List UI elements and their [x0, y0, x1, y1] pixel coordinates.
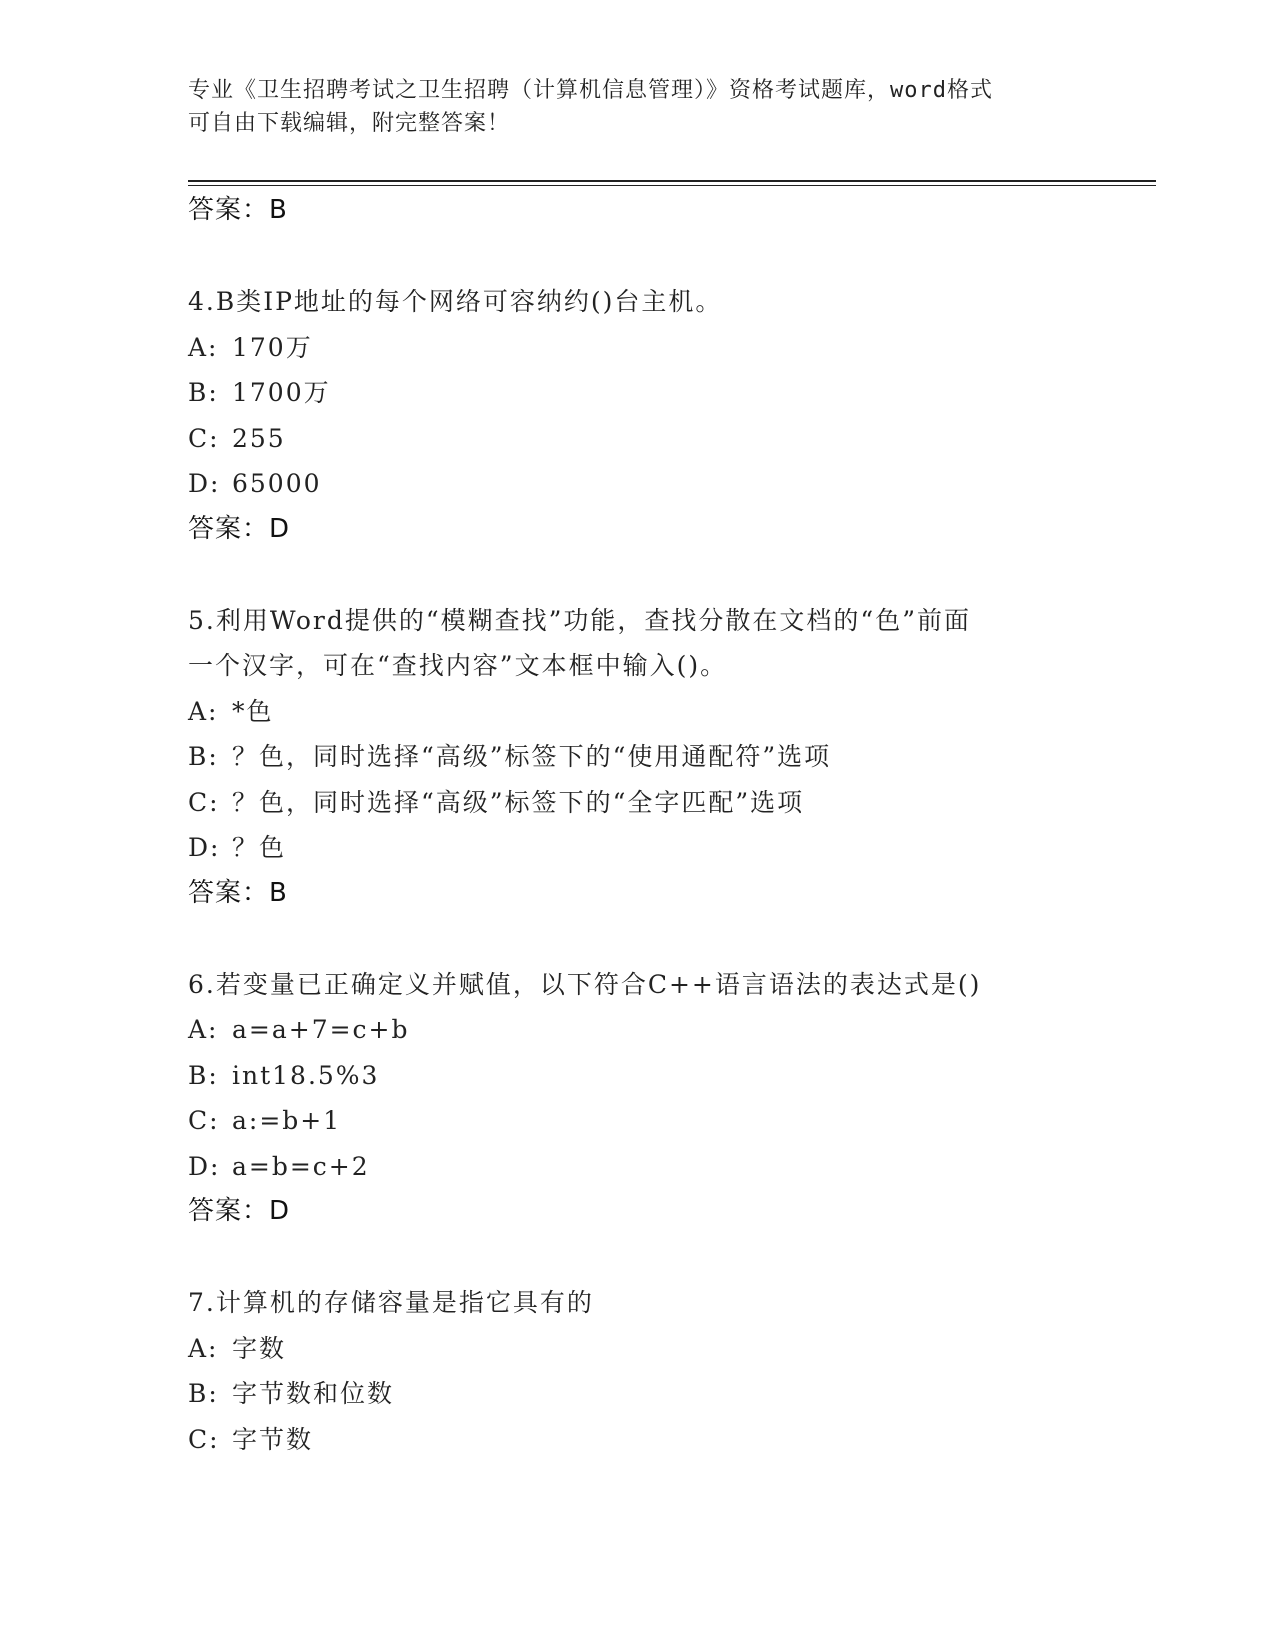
question-7-option-a	[188, 1326, 1088, 1372]
option-key: D:	[188, 1151, 221, 1181]
document-header	[188, 74, 1088, 140]
option-key: B:	[188, 378, 219, 407]
question-6-option-d	[188, 1144, 1088, 1190]
option-key: C:	[188, 1106, 220, 1135]
option-text: 65000	[232, 469, 322, 498]
question-7-stem: 7.计算机的存储容量是指它具有的	[188, 1288, 594, 1317]
question-5-stem-line-1: 5.利用Word提供的“模糊查找”功能，查找分散在文档的“色”前面	[188, 605, 971, 635]
option-key: B:	[188, 1379, 219, 1408]
option-key: C:	[188, 1424, 220, 1454]
question-4-stem: 4.B类IP地址的每个网络可容纳约()台主机。	[188, 287, 723, 316]
question-4-option-a	[188, 325, 1088, 371]
header-line-1: 专业《卫生招聘考试之卫生招聘（计算机信息管理）》资格考试题库，word格式	[188, 78, 993, 103]
option-text: ？色，同时选择“高级”标签下的“全字匹配”选项	[232, 787, 805, 817]
spacer	[188, 552, 1088, 598]
option-key: C:	[188, 787, 220, 817]
question-6-option-a	[188, 1007, 1088, 1053]
option-text: ？色，同时选择“高级”标签下的“使用通配符”选项	[232, 742, 832, 771]
question-7-option-c	[188, 1417, 1088, 1463]
option-key: D:	[188, 833, 221, 862]
answer-q5: 答案：B	[188, 877, 288, 908]
question-4-option-c	[188, 416, 1088, 462]
header-rule-thick	[188, 180, 1156, 182]
question-4-option-d	[188, 461, 1088, 507]
spacer	[188, 234, 1088, 280]
option-key: D:	[188, 469, 221, 498]
option-key: A:	[188, 332, 219, 362]
header-line-2: 可自由下载编辑，附完整答案！	[188, 111, 511, 136]
option-text: *色	[232, 696, 274, 726]
answer-q6: 答案：D	[188, 1196, 291, 1226]
option-key: B:	[188, 1060, 219, 1090]
option-key: A:	[188, 1015, 219, 1044]
question-7-option-b	[188, 1371, 1088, 1417]
option-key: B:	[188, 742, 219, 771]
option-text: a:=b+1	[232, 1106, 342, 1135]
option-text: int18.5%3	[232, 1060, 380, 1090]
spacer	[188, 916, 1088, 962]
question-5-option-c	[188, 780, 1088, 826]
answer-q4: 答案：D	[188, 513, 291, 544]
spacer	[188, 1235, 1088, 1281]
question-5-stem-line-2: 一个汉字，可在“查找内容”文本框中输入()。	[188, 651, 728, 680]
question-4-option-b	[188, 370, 1088, 416]
question-5-option-d	[188, 825, 1088, 871]
question-6-option-c	[188, 1098, 1088, 1144]
option-text: 170万	[232, 332, 313, 362]
option-key: A:	[188, 696, 219, 726]
option-text: 255	[232, 423, 286, 453]
question-list	[188, 188, 1088, 1462]
option-key: A:	[188, 1333, 219, 1363]
option-key: C:	[188, 423, 220, 453]
question-5-option-a	[188, 689, 1088, 735]
question-5-option-b	[188, 734, 1088, 780]
option-text: 字节数	[232, 1424, 314, 1454]
option-text: ？色	[232, 833, 287, 862]
header-rule-thin	[188, 185, 1156, 186]
option-text: 字节数和位数	[232, 1379, 395, 1408]
option-text: 字数	[232, 1333, 287, 1363]
option-text: 1700万	[232, 378, 331, 407]
question-6-stem: 6.若变量已正确定义并赋值，以下符合C++语言语法的表达式是()	[188, 969, 982, 999]
question-6-option-b	[188, 1053, 1088, 1099]
option-text: a=b=c+2	[232, 1151, 370, 1181]
answer-q3: 答案：B	[188, 195, 288, 225]
option-text: a=a+7=c+b	[232, 1015, 410, 1044]
